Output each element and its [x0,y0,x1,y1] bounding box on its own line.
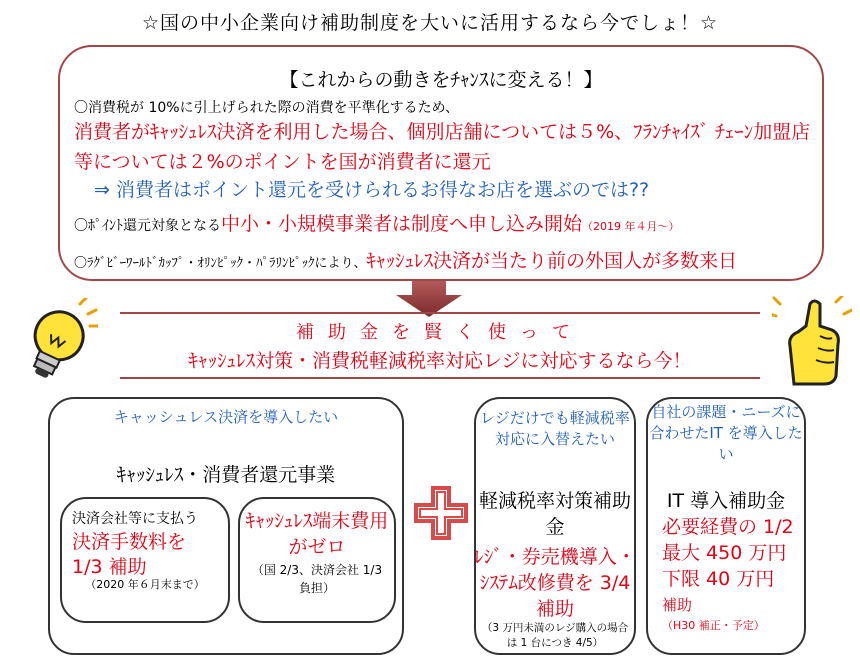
it-heading: 自社の課題・ニーズに合わせたIT を導入したい [649,403,803,463]
application-start-line [74,209,680,236]
it-subsidy-rate: 必要経費の 1/2 [662,516,794,538]
point-refund-detail: 消費者がｷｬｯｼｭﾚｽ決済を利用した場合、個別店舗については５%、ﾌﾗﾝﾁｬｲｽﾞ ﾁｪｰﾝ加盟店等については２%のポイントを国が消費者に還元 [74,121,811,173]
band-bottom-line [120,377,760,379]
opportunity-box [58,45,824,281]
band-subline: ｷｬｯｼｭﾚｽ対策・消費税軽減税率対応レジに対応するなら今！ [188,350,692,372]
it-subsidy-status: （H30 補正・予定） [662,619,765,632]
terminal-cost-highlight: ｷｬｯｼｭﾚｽ端末費用がゼロ [245,510,389,558]
consumer-choice-note: ⇒ 消費者はポイント還元を受けられるお得なお店を選ぶのでは?? [94,179,650,201]
it-subsidy-max: 最大 450 万円 [662,542,787,564]
plus-icon [414,486,468,540]
page-title: ☆国の中小企業向け補助制度を大いに活用するなら今でしょ！☆ [141,12,719,34]
cashless-heading: キャッシュレス決済を導入したい [113,408,339,426]
fee-subsidy-lead: 決済会社等に支払う [72,511,198,527]
visitors-prefix: 〇ﾗｸﾞﾋﾞｰﾜｰﾙﾄﾞｶｯﾌﾟ・ｵﾘﾝﾋﾟｯｸ・ﾊﾟﾗﾘﾝﾋﾟｯｸにより、 [74,256,367,271]
it-program-title: IT 導入補助金 [666,490,786,512]
lightbulb-icon [18,298,98,388]
tax-hike-note: 〇消費税が 10%に引上げられた際の消費を平準化するため、 [74,100,460,116]
it-subsidy-label: 補助 [662,596,693,614]
fee-subsidy-highlight: 決済手数料を 1/3 補助 [72,531,187,578]
terminal-cost-share: （国 2/3、決済会社 1/3 負担） [251,563,383,595]
register-program-title: 軽減税率対策補助金 [478,490,631,538]
register-subsidy-highlight: ﾚｼﾞ・券売機導入・ｼｽﾃﾑ改修費を 3/4 補助 [474,546,636,620]
thumbs-up-icon [772,296,852,386]
cashless-program-title: ｷｬｯｼｭﾚｽ・消費者還元事業 [116,464,336,486]
register-heading: レジだけでも軽減税率対応に入替えたい [480,409,630,448]
visitors-highlight: ｷｬｯｼｭﾚｽ決済が当たり前の外国人が多数来日 [366,250,738,272]
band-headline: 補助金を賢く使って [296,322,584,343]
application-highlight: 中小・小規模事業者は制度へ申し込み開始 [221,213,583,235]
opportunity-heading: 【これからの動きをﾁｬﾝｽに変える！】 [279,69,603,91]
register-subsidy-note: （3 万円未満のレジ購入の場合は 1 台につき 4/5） [481,622,629,649]
it-subsidy-min: 下限 40 万円 [662,568,775,590]
visitors-line [74,246,737,273]
application-date: （2019 年４月～） [582,220,680,233]
fee-subsidy-deadline: （2020 年６月末まで） [85,578,205,591]
band-top-line [120,312,760,314]
it-subsidy-details [662,514,802,618]
application-prefix: 〇ﾎﾟｲﾝﾄ還元対象となる [74,218,221,234]
